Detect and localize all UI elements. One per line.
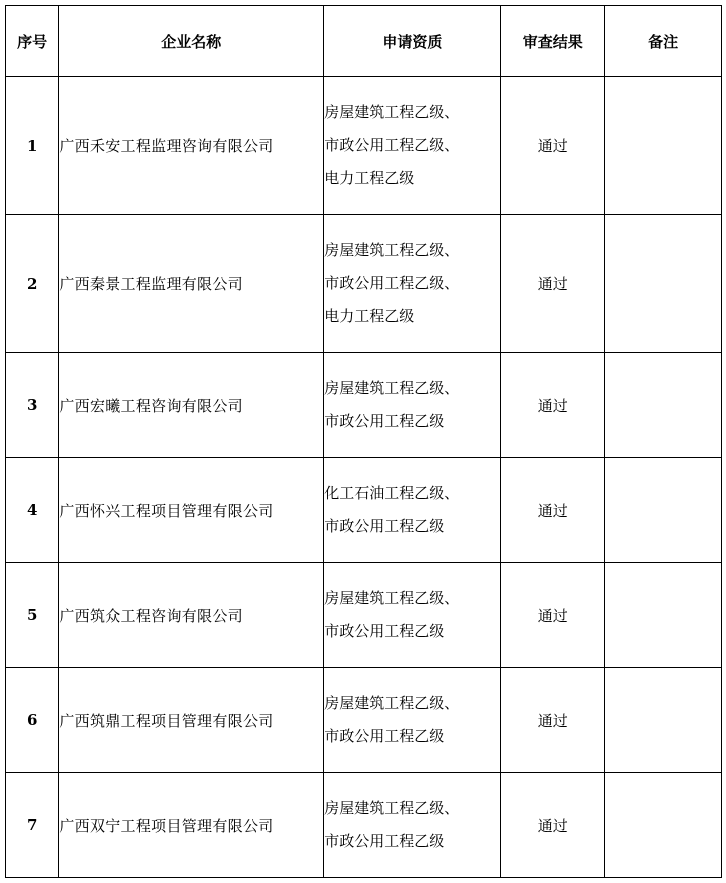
qualification-line: 房屋建筑工程乙级、 bbox=[324, 241, 460, 259]
qualification-line: 市政公用工程乙级 bbox=[324, 622, 445, 640]
row-result: 通过 bbox=[501, 773, 605, 878]
row-index: 7 bbox=[6, 773, 59, 878]
table-row bbox=[6, 215, 722, 353]
row-result: 通过 bbox=[501, 353, 605, 458]
row-index: 1 bbox=[6, 77, 59, 215]
header-result: 审查结果 bbox=[501, 6, 605, 77]
row-note bbox=[605, 353, 722, 458]
qualification-line: 化工石油工程乙级、 bbox=[324, 484, 460, 502]
qualification-line: 电力工程乙级 bbox=[324, 307, 415, 325]
table-row bbox=[6, 668, 722, 773]
row-result: 通过 bbox=[501, 563, 605, 668]
row-note bbox=[605, 773, 722, 878]
header-note: 备注 bbox=[605, 6, 722, 77]
row-qualification bbox=[324, 773, 501, 878]
qualification-line: 房屋建筑工程乙级、 bbox=[324, 694, 460, 712]
qualification-line: 市政公用工程乙级、 bbox=[324, 136, 460, 154]
row-qualification bbox=[324, 668, 501, 773]
table-header-row bbox=[6, 6, 722, 77]
qualification-line: 市政公用工程乙级 bbox=[324, 832, 445, 850]
row-company: 广西怀兴工程项目管理有限公司 bbox=[59, 458, 324, 563]
row-company: 广西禾安工程监理咨询有限公司 bbox=[59, 77, 324, 215]
qualification-line: 房屋建筑工程乙级、 bbox=[324, 103, 460, 121]
qualification-line: 房屋建筑工程乙级、 bbox=[324, 799, 460, 817]
row-qualification bbox=[324, 563, 501, 668]
header-index: 序号 bbox=[6, 6, 59, 77]
row-company: 广西秦景工程监理有限公司 bbox=[59, 215, 324, 353]
row-note bbox=[605, 668, 722, 773]
row-qualification bbox=[324, 215, 501, 353]
qualification-line: 市政公用工程乙级 bbox=[324, 727, 445, 745]
table-row bbox=[6, 563, 722, 668]
row-company: 广西筑众工程咨询有限公司 bbox=[59, 563, 324, 668]
header-qualification: 申请资质 bbox=[324, 6, 501, 77]
qualification-line: 房屋建筑工程乙级、 bbox=[324, 589, 460, 607]
row-result: 通过 bbox=[501, 458, 605, 563]
row-index: 5 bbox=[6, 563, 59, 668]
qualification-line: 电力工程乙级 bbox=[324, 169, 415, 187]
row-qualification bbox=[324, 353, 501, 458]
table-row bbox=[6, 77, 722, 215]
table-row bbox=[6, 353, 722, 458]
row-index: 4 bbox=[6, 458, 59, 563]
row-company: 广西宏曦工程咨询有限公司 bbox=[59, 353, 324, 458]
row-note bbox=[605, 77, 722, 215]
qualification-line: 市政公用工程乙级 bbox=[324, 517, 445, 535]
qualification-line: 市政公用工程乙级、 bbox=[324, 274, 460, 292]
row-company: 广西筑鼎工程项目管理有限公司 bbox=[59, 668, 324, 773]
row-index: 6 bbox=[6, 668, 59, 773]
qualification-line: 市政公用工程乙级 bbox=[324, 412, 445, 430]
qualification-line: 房屋建筑工程乙级、 bbox=[324, 379, 460, 397]
row-note bbox=[605, 215, 722, 353]
row-index: 2 bbox=[6, 215, 59, 353]
row-result: 通过 bbox=[501, 668, 605, 773]
row-result: 通过 bbox=[501, 77, 605, 215]
header-company: 企业名称 bbox=[59, 6, 324, 77]
row-note bbox=[605, 458, 722, 563]
table-row bbox=[6, 773, 722, 878]
row-result: 通过 bbox=[501, 215, 605, 353]
review-results-table bbox=[5, 5, 722, 878]
row-index: 3 bbox=[6, 353, 59, 458]
table-row bbox=[6, 458, 722, 563]
row-note bbox=[605, 563, 722, 668]
row-qualification bbox=[324, 458, 501, 563]
row-qualification bbox=[324, 77, 501, 215]
row-company: 广西双宁工程项目管理有限公司 bbox=[59, 773, 324, 878]
